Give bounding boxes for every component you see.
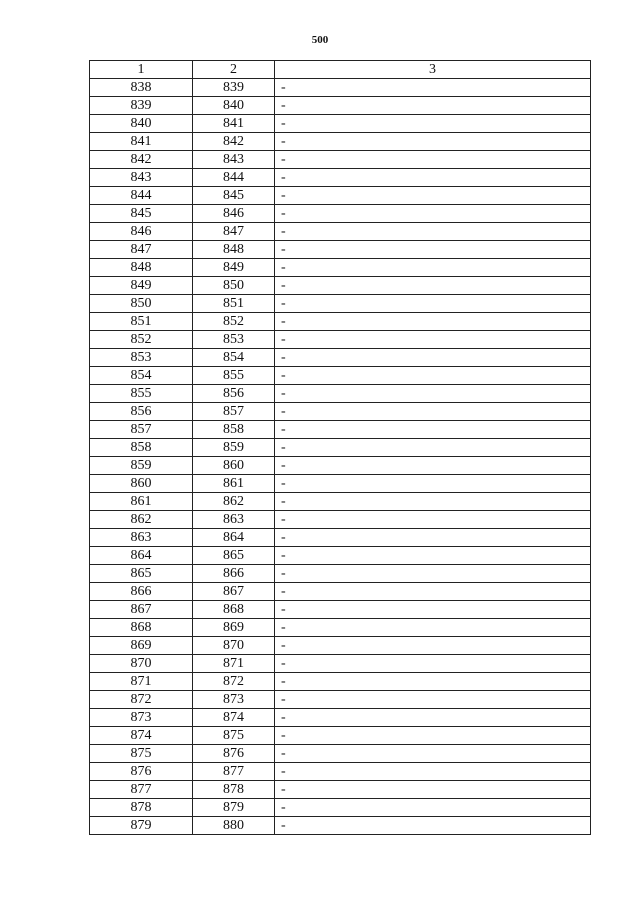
cell-col-2: 855: [193, 367, 275, 385]
cell-col-2: 876: [193, 745, 275, 763]
column-header-3: 3: [275, 61, 591, 79]
table-row: [90, 205, 591, 223]
cell-col-3: -: [275, 493, 591, 511]
cell-col-2: 865: [193, 547, 275, 565]
cell-col-3: -: [275, 673, 591, 691]
table-row: [90, 331, 591, 349]
cell-col-3: -: [275, 241, 591, 259]
cell-col-1: 869: [90, 637, 193, 655]
table-row: [90, 583, 591, 601]
cell-col-3: -: [275, 799, 591, 817]
table-row: [90, 133, 591, 151]
cell-col-2: 840: [193, 97, 275, 115]
cell-col-1: 852: [90, 331, 193, 349]
cell-col-1: 856: [90, 403, 193, 421]
table-row: [90, 799, 591, 817]
cell-col-3: -: [275, 385, 591, 403]
table-row: [90, 313, 591, 331]
cell-col-3: -: [275, 709, 591, 727]
cell-col-1: 843: [90, 169, 193, 187]
table-row: [90, 709, 591, 727]
cell-col-3: -: [275, 475, 591, 493]
table-header: [90, 61, 591, 79]
cell-col-1: 849: [90, 277, 193, 295]
header-row: [90, 61, 591, 79]
cell-col-3: -: [275, 403, 591, 421]
table-row: [90, 655, 591, 673]
table-row: [90, 115, 591, 133]
cell-col-2: 852: [193, 313, 275, 331]
table-row: [90, 691, 591, 709]
cell-col-2: 847: [193, 223, 275, 241]
cell-col-2: 845: [193, 187, 275, 205]
cell-col-3: -: [275, 439, 591, 457]
table-row: [90, 781, 591, 799]
cell-col-2: 854: [193, 349, 275, 367]
table-row: [90, 637, 591, 655]
cell-col-2: 871: [193, 655, 275, 673]
cell-col-1: 844: [90, 187, 193, 205]
cell-col-1: 859: [90, 457, 193, 475]
table-row: [90, 367, 591, 385]
data-table: [89, 60, 591, 835]
cell-col-2: 878: [193, 781, 275, 799]
cell-col-3: -: [275, 169, 591, 187]
table-row: [90, 439, 591, 457]
table-row: [90, 151, 591, 169]
page-number: 500: [311, 34, 329, 46]
cell-col-3: -: [275, 223, 591, 241]
table-row: [90, 295, 591, 313]
table-row: [90, 421, 591, 439]
cell-col-3: -: [275, 511, 591, 529]
cell-col-3: -: [275, 115, 591, 133]
cell-col-2: 874: [193, 709, 275, 727]
cell-col-1: 875: [90, 745, 193, 763]
cell-col-1: 861: [90, 493, 193, 511]
cell-col-3: -: [275, 763, 591, 781]
cell-col-3: -: [275, 547, 591, 565]
cell-col-2: 849: [193, 259, 275, 277]
column-header-1: 1: [90, 61, 193, 79]
cell-col-3: -: [275, 277, 591, 295]
cell-col-2: 877: [193, 763, 275, 781]
cell-col-2: 873: [193, 691, 275, 709]
table-row: [90, 511, 591, 529]
cell-col-3: -: [275, 421, 591, 439]
cell-col-1: 841: [90, 133, 193, 151]
table-row: [90, 727, 591, 745]
cell-col-2: 853: [193, 331, 275, 349]
cell-col-3: -: [275, 367, 591, 385]
cell-col-1: 865: [90, 565, 193, 583]
cell-col-1: 876: [90, 763, 193, 781]
table-row: [90, 745, 591, 763]
cell-col-3: -: [275, 457, 591, 475]
cell-col-1: 855: [90, 385, 193, 403]
table-row: [90, 673, 591, 691]
cell-col-1: 870: [90, 655, 193, 673]
cell-col-1: 840: [90, 115, 193, 133]
table-body: [90, 79, 591, 835]
cell-col-3: -: [275, 691, 591, 709]
cell-col-2: 857: [193, 403, 275, 421]
cell-col-2: 868: [193, 601, 275, 619]
cell-col-3: -: [275, 529, 591, 547]
cell-col-1: 839: [90, 97, 193, 115]
cell-col-3: -: [275, 565, 591, 583]
cell-col-2: 839: [193, 79, 275, 97]
cell-col-1: 863: [90, 529, 193, 547]
cell-col-1: 872: [90, 691, 193, 709]
cell-col-2: 862: [193, 493, 275, 511]
table-row: [90, 169, 591, 187]
cell-col-2: 856: [193, 385, 275, 403]
cell-col-2: 866: [193, 565, 275, 583]
cell-col-2: 850: [193, 277, 275, 295]
table-row: [90, 817, 591, 835]
cell-col-1: 848: [90, 259, 193, 277]
cell-col-2: 861: [193, 475, 275, 493]
cell-col-3: -: [275, 187, 591, 205]
cell-col-1: 867: [90, 601, 193, 619]
table-row: [90, 403, 591, 421]
cell-col-1: 857: [90, 421, 193, 439]
cell-col-2: 879: [193, 799, 275, 817]
table-row: [90, 187, 591, 205]
cell-col-3: -: [275, 601, 591, 619]
cell-col-1: 854: [90, 367, 193, 385]
table-row: [90, 277, 591, 295]
table-row: [90, 547, 591, 565]
cell-col-3: -: [275, 79, 591, 97]
cell-col-1: 853: [90, 349, 193, 367]
cell-col-2: 872: [193, 673, 275, 691]
cell-col-1: 877: [90, 781, 193, 799]
cell-col-3: -: [275, 349, 591, 367]
cell-col-1: 879: [90, 817, 193, 835]
table-row: [90, 385, 591, 403]
cell-col-2: 863: [193, 511, 275, 529]
table-row: [90, 619, 591, 637]
cell-col-2: 860: [193, 457, 275, 475]
cell-col-3: -: [275, 205, 591, 223]
cell-col-2: 842: [193, 133, 275, 151]
table-row: [90, 565, 591, 583]
cell-col-2: 859: [193, 439, 275, 457]
cell-col-3: -: [275, 313, 591, 331]
cell-col-1: 847: [90, 241, 193, 259]
cell-col-1: 878: [90, 799, 193, 817]
table-row: [90, 457, 591, 475]
cell-col-3: -: [275, 781, 591, 799]
cell-col-1: 858: [90, 439, 193, 457]
cell-col-1: 871: [90, 673, 193, 691]
cell-col-1: 842: [90, 151, 193, 169]
cell-col-3: -: [275, 817, 591, 835]
cell-col-3: -: [275, 619, 591, 637]
cell-col-1: 874: [90, 727, 193, 745]
cell-col-3: -: [275, 655, 591, 673]
cell-col-2: 864: [193, 529, 275, 547]
cell-col-3: -: [275, 133, 591, 151]
cell-col-2: 867: [193, 583, 275, 601]
cell-col-1: 851: [90, 313, 193, 331]
cell-col-1: 846: [90, 223, 193, 241]
cell-col-1: 838: [90, 79, 193, 97]
cell-col-2: 869: [193, 619, 275, 637]
cell-col-3: -: [275, 727, 591, 745]
cell-col-3: -: [275, 637, 591, 655]
cell-col-1: 862: [90, 511, 193, 529]
cell-col-3: -: [275, 97, 591, 115]
cell-col-3: -: [275, 295, 591, 313]
cell-col-2: 880: [193, 817, 275, 835]
cell-col-2: 875: [193, 727, 275, 745]
table-row: [90, 475, 591, 493]
cell-col-2: 846: [193, 205, 275, 223]
cell-col-2: 851: [193, 295, 275, 313]
cell-col-1: 866: [90, 583, 193, 601]
cell-col-3: -: [275, 583, 591, 601]
table-row: [90, 349, 591, 367]
table-row: [90, 223, 591, 241]
cell-col-1: 864: [90, 547, 193, 565]
table-row: [90, 97, 591, 115]
cell-col-2: 841: [193, 115, 275, 133]
cell-col-3: -: [275, 151, 591, 169]
cell-col-1: 873: [90, 709, 193, 727]
table-row: [90, 259, 591, 277]
cell-col-2: 858: [193, 421, 275, 439]
cell-col-1: 845: [90, 205, 193, 223]
cell-col-1: 860: [90, 475, 193, 493]
column-header-2: 2: [193, 61, 275, 79]
cell-col-2: 843: [193, 151, 275, 169]
table-row: [90, 601, 591, 619]
table-row: [90, 493, 591, 511]
cell-col-3: -: [275, 331, 591, 349]
cell-col-1: 850: [90, 295, 193, 313]
table-row: [90, 241, 591, 259]
cell-col-3: -: [275, 259, 591, 277]
table-row: [90, 79, 591, 97]
cell-col-3: -: [275, 745, 591, 763]
table-row: [90, 763, 591, 781]
cell-col-2: 844: [193, 169, 275, 187]
table-row: [90, 529, 591, 547]
cell-col-1: 868: [90, 619, 193, 637]
cell-col-2: 848: [193, 241, 275, 259]
cell-col-2: 870: [193, 637, 275, 655]
